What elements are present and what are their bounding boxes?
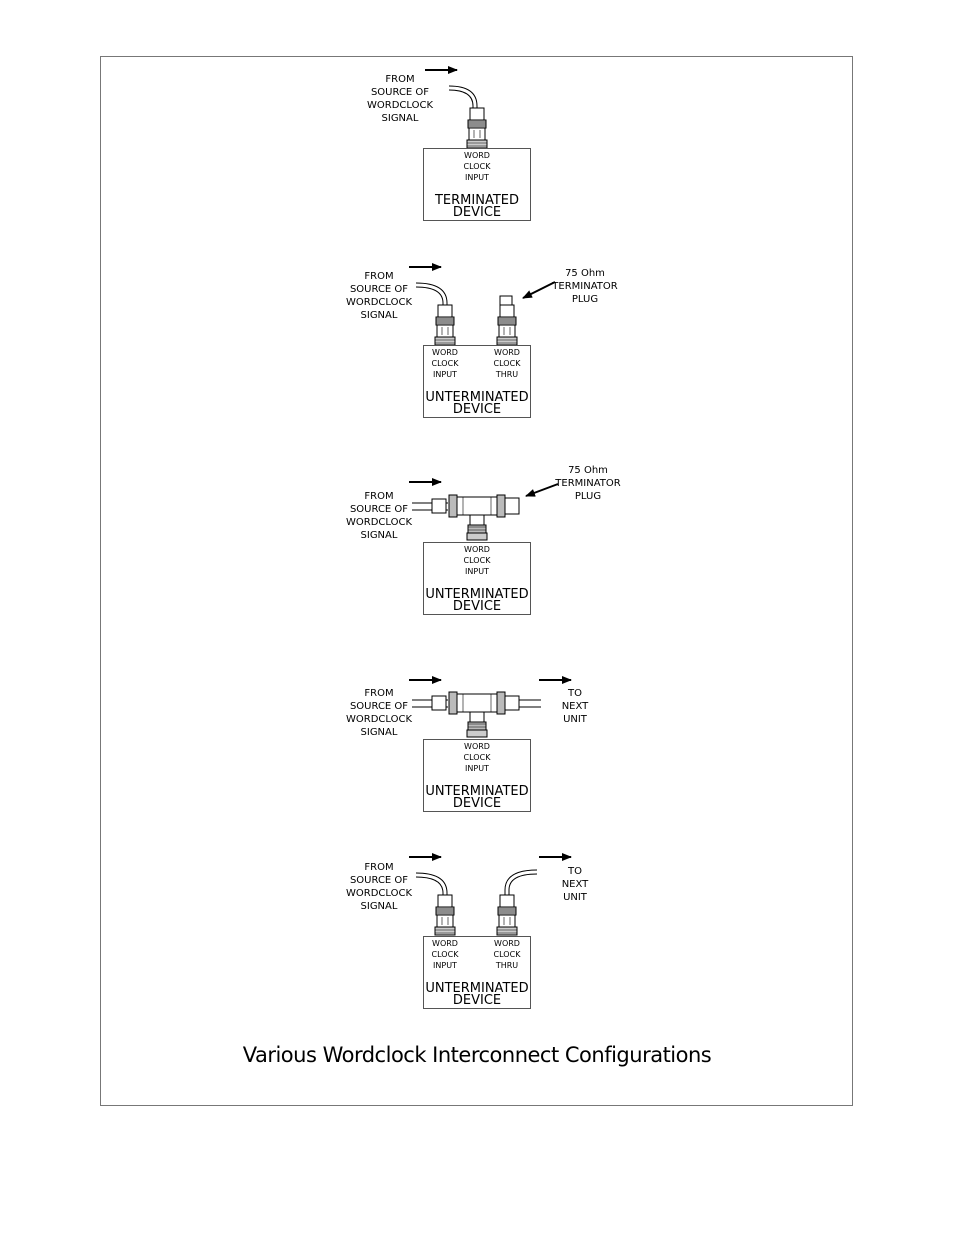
- terminator-plug-3: [505, 498, 519, 514]
- jack-label-input-5: WORD CLOCK INPUT: [431, 939, 459, 970]
- jack-label-input-2: WORD CLOCK INPUT: [431, 348, 459, 379]
- jack-label-input-3: WORD CLOCK INPUT: [463, 545, 491, 576]
- from-source-label-2: FROM SOURCE OF WORDCLOCK SIGNAL: [345, 271, 412, 321]
- bnc-connector-input-5: [435, 895, 455, 935]
- bnc-tee-4: [449, 692, 505, 737]
- device-label-3: UNTERMINATED DEVICE: [425, 587, 529, 614]
- terminator-label-3: 75 Ohm TERMINATOR PLUG: [555, 465, 621, 502]
- bnc-connector-1: [467, 108, 487, 148]
- from-source-label-4: FROM SOURCE OF WORDCLOCK SIGNAL: [345, 688, 412, 738]
- to-next-label-4: TO NEXT UNIT: [561, 688, 589, 725]
- config-2-graphics: [409, 267, 555, 345]
- bnc-connector-thru-2: [497, 305, 517, 345]
- jack-label-input-1: WORD CLOCK INPUT: [463, 151, 491, 182]
- config-3-graphics: [409, 482, 558, 540]
- jack-label-thru-5: WORD CLOCK THRU: [493, 939, 521, 970]
- device-label-5: UNTERMINATED DEVICE: [425, 981, 529, 1008]
- jack-label-thru-2: WORD CLOCK THRU: [493, 348, 521, 379]
- from-source-label-1: FROM SOURCE OF WORDCLOCK SIGNAL: [366, 74, 433, 124]
- bnc-tee-3: [449, 495, 505, 540]
- figure-caption: Various Wordclock Interconnect Configurations: [242, 1043, 712, 1067]
- from-source-label-5: FROM SOURCE OF WORDCLOCK SIGNAL: [345, 862, 412, 912]
- from-source-label-3: FROM SOURCE OF WORDCLOCK SIGNAL: [345, 491, 412, 541]
- device-label-4: UNTERMINATED DEVICE: [425, 784, 529, 811]
- bnc-connector-thru-5: [497, 895, 517, 935]
- bnc-connector-input-2: [435, 305, 455, 345]
- device-label-2: UNTERMINATED DEVICE: [425, 390, 529, 417]
- to-next-label-5: TO NEXT UNIT: [561, 866, 589, 903]
- device-label-1: TERMINATED DEVICE: [434, 193, 519, 220]
- terminator-label-2: 75 Ohm TERMINATOR PLUG: [552, 268, 618, 305]
- jack-label-input-4: WORD CLOCK INPUT: [463, 742, 491, 773]
